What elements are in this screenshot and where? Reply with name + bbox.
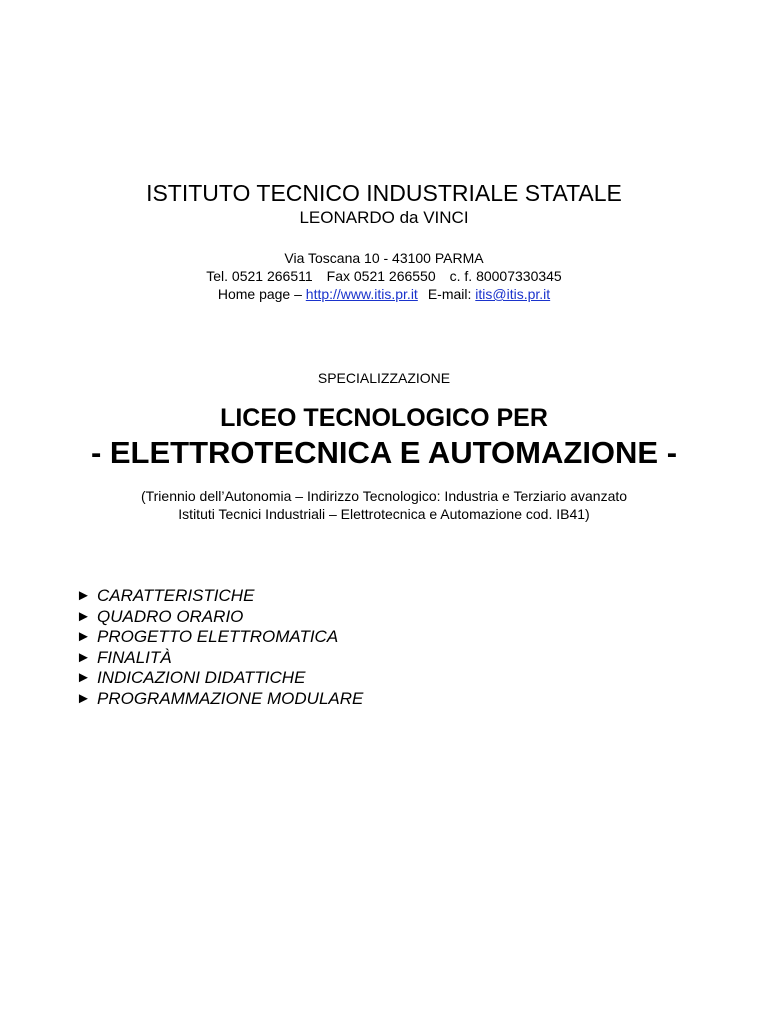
document-title-line2: - ELETTROTECNICA E AUTOMAZIONE -	[90, 435, 678, 470]
tel-text: Tel. 0521 266511	[206, 268, 313, 284]
menu-item-label: INDICAZIONI DIDATTICHE	[97, 668, 306, 688]
fiscal-code-text: c. f. 80007330345	[449, 268, 562, 284]
menu-item-progetto-elettromatica[interactable]	[76, 627, 363, 648]
bullet-arrow-icon: ►	[76, 607, 91, 625]
menu-item-label: PROGETTO ELETTROMATICA	[97, 627, 339, 647]
address-line: Via Toscana 10 - 43100 PARMA	[284, 250, 484, 266]
homepage-link[interactable]: http://www.itis.pr.it	[305, 286, 418, 302]
menu-item-label: QUADRO ORARIO	[97, 606, 244, 626]
bullet-arrow-icon: ►	[76, 628, 91, 646]
bullet-arrow-icon: ►	[76, 669, 91, 687]
menu-item-label: CARATTERISTICHE	[97, 586, 255, 605]
menu-item-indicazioni-didattiche[interactable]	[76, 668, 363, 689]
bullet-arrow-icon: ►	[76, 689, 91, 707]
menu-item-quadro-orario[interactable]	[76, 607, 363, 628]
menu-item-programmazione-modulare[interactable]	[76, 689, 363, 710]
document-title-line1: LICEO TECNOLOGICO PER	[220, 404, 548, 432]
institute-subtitle: LEONARDO da VINCI	[299, 208, 469, 227]
bullet-arrow-icon: ►	[76, 587, 91, 604]
contact-block	[0, 249, 768, 303]
institute-name: ISTITUTO TECNICO INDUSTRIALE STATALE	[146, 180, 622, 206]
email-label: E-mail:	[427, 286, 472, 302]
menu-item-label: PROGRAMMAZIONE MODULARE	[97, 688, 364, 708]
menu-item-caratteristiche[interactable]	[76, 586, 363, 607]
program-note	[0, 487, 768, 523]
section-menu	[76, 586, 363, 710]
fax-text: Fax 0521 266550	[326, 268, 436, 284]
bullet-arrow-icon: ►	[76, 648, 91, 666]
phone-line	[0, 267, 768, 285]
menu-item-finalita[interactable]	[76, 648, 363, 669]
menu-item-label: FINALITÀ	[97, 647, 172, 667]
web-line	[0, 285, 768, 303]
note-line-2: Istituti Tecnici Industriali – Elettrotecnica e Automazione cod. IB41)	[178, 506, 590, 522]
specialization-label: SPECIALIZZAZIONE	[317, 370, 451, 386]
homepage-label: Home page –	[217, 286, 302, 302]
email-link[interactable]: itis@itis.pr.it	[475, 286, 551, 302]
note-line-1: (Triennio dell’Autonomia – Indirizzo Tecnologico: Industria e Terziario avanzato	[140, 488, 628, 504]
